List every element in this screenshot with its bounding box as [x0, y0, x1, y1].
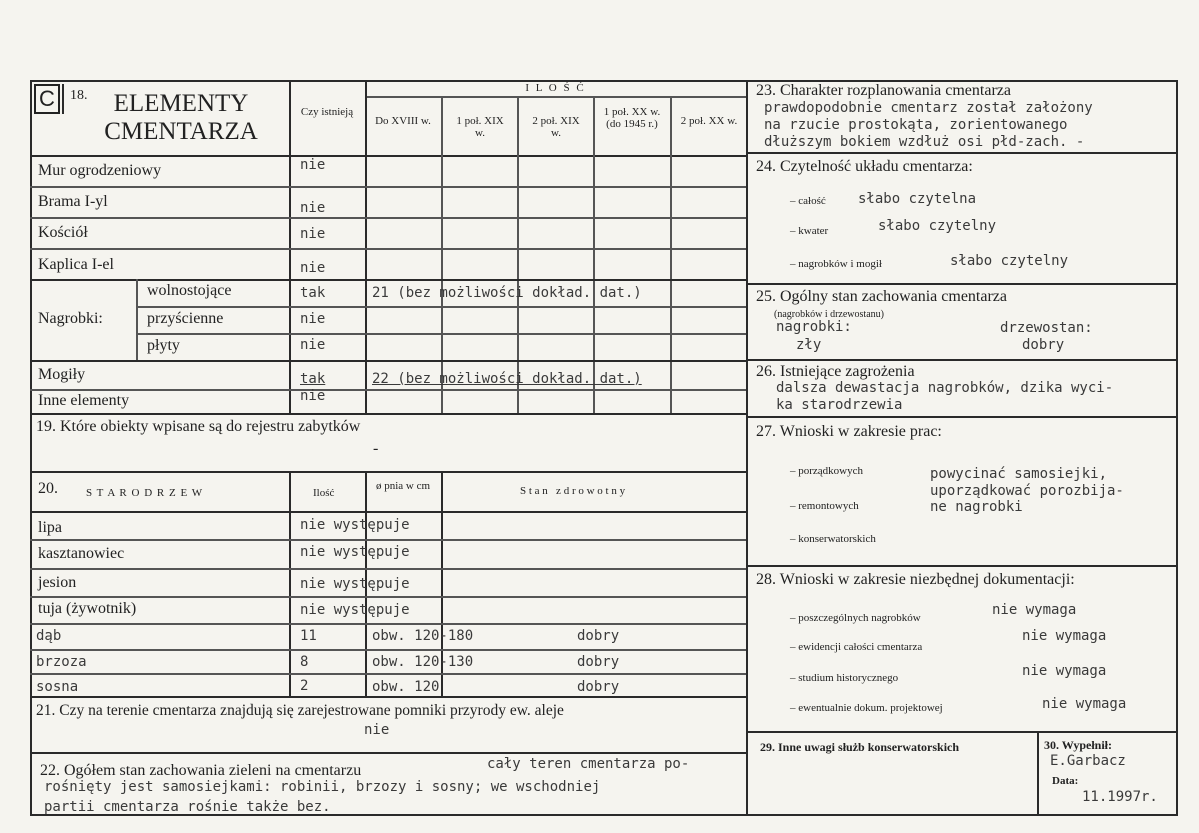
przyscienne-value: nie: [300, 311, 326, 327]
kosciol-value: nie: [300, 226, 326, 242]
section-letter-box: [34, 84, 60, 114]
s20-col-ilosc: Ilość: [313, 487, 335, 499]
s30-label: 30. Wypełnił:: [1044, 738, 1113, 752]
title-line-2: CMENTARZA: [104, 118, 258, 145]
inne-label: Inne elementy: [38, 392, 130, 409]
s22-line3: partii cmentarza rośnie także bez.: [44, 799, 331, 815]
s27-a-label: – porządkowych: [790, 465, 864, 477]
s30-name: E.Garbacz: [1050, 753, 1126, 769]
s30-data-label: Data:: [1052, 775, 1079, 787]
mur-label: Mur ogrodzeniowy: [38, 162, 162, 179]
s19-value: -: [373, 440, 379, 457]
s27-line3: ne nagrobki: [930, 499, 1023, 515]
s26-label: 26. Istniejące zagrożenia: [756, 363, 915, 380]
col-2pol-xix: 2 poł. XIX w.: [532, 115, 580, 139]
s28-d-value: nie wymaga: [1042, 696, 1127, 712]
s27-line1: powycinać samosiejki,: [930, 466, 1108, 482]
s28-b-label: – ewidencji całości cmentarza: [790, 641, 923, 653]
mogily-note: 22 (bez możliwości dokład. dat.): [372, 371, 642, 387]
s24-a-value: słabo czytelna: [858, 191, 977, 207]
plyty-value: nie: [300, 337, 326, 353]
tree-sosna-pnia: obw. 120: [372, 679, 440, 695]
s20-col-stan: S t a n z d r o w o t n y: [520, 485, 626, 497]
s28-b-value: nie wymaga: [1022, 628, 1107, 644]
wolnostojace-note: 21 (bez możliwości dokład. dat.): [372, 285, 642, 301]
s28-label: 28. Wnioski w zakresie niezbędnej dokumentacji:: [756, 571, 1075, 588]
czy-istnieja-header: Czy istnieją: [300, 106, 354, 118]
title-line-1: ELEMENTY: [113, 90, 249, 117]
s28-a-label: – poszczególnych nagrobków: [790, 612, 921, 624]
s26-line2: ka starodrzewia: [776, 397, 903, 413]
s19-label: 19. Które obiekty wpisane są do rejestru zabytków: [36, 418, 361, 435]
s27-label: 27. Wnioski w zakresie prac:: [756, 423, 942, 440]
s25-sub: (nagrobków i drzewostanu): [774, 309, 884, 320]
s27-c-label: – konserwatorskich: [790, 533, 876, 545]
plyty-label: płyty: [147, 337, 180, 354]
tree-sosna-stan: dobry: [577, 679, 620, 695]
tree-brzoza-value: 8: [300, 654, 309, 670]
ilosc-header: I L O Ś Ć: [525, 82, 586, 94]
s22-line2: rośnięty jest samosiejkami: robinii, brzozy i sosny; we wschodniej: [44, 779, 601, 795]
brama-label: Brama I-yl: [38, 193, 108, 210]
s24-label: 24. Czytelność układu cmentarza:: [756, 158, 973, 175]
s25-nagrobki-value: zły: [796, 337, 822, 353]
mogily-value: tak: [300, 371, 326, 387]
s20-col-pnia: ø pnia w cm: [375, 480, 431, 492]
section-18-number: 18.: [70, 88, 88, 103]
s24-b-label: – kwater: [790, 225, 829, 237]
tree-brzoza: brzoza: [36, 654, 87, 670]
tree-jesion-value: nie występuje: [300, 576, 410, 592]
s22-line1: cały teren cmentarza po-: [487, 756, 690, 772]
tree-brzoza-pnia: obw. 120-130: [372, 654, 474, 670]
col-2pol-xx: 2 poł. XX w.: [680, 115, 738, 127]
s25-drzewostan-value: dobry: [1022, 337, 1065, 353]
brama-value: nie: [300, 200, 326, 216]
tree-sosna: sosna: [36, 679, 79, 695]
s28-c-label: – studium historycznego: [790, 672, 899, 684]
tree-lipa: lipa: [38, 519, 62, 536]
inne-value: nie: [300, 388, 326, 404]
s23-line2: na rzucie prostokąta, zorientowanego: [764, 117, 1068, 133]
s28-c-value: nie wymaga: [1022, 663, 1107, 679]
s23-label: 23. Charakter rozplanowania cmentarza: [756, 82, 1011, 99]
s25-nagrobki-label: nagrobki:: [776, 319, 852, 335]
s21-value: nie: [364, 722, 390, 738]
tree-kasztanowiec: kasztanowiec: [38, 545, 125, 562]
s27-b-label: – remontowych: [790, 500, 859, 512]
mogily-label: Mogiły: [38, 366, 86, 383]
przyscienne-label: przyścienne: [147, 310, 224, 327]
tree-tuja: tuja (żywotnik): [38, 600, 137, 617]
s24-c-value: słabo czytelny: [950, 253, 1069, 269]
kaplica-label: Kaplica I-el: [38, 256, 114, 273]
tree-sosna-value: 2: [300, 678, 309, 694]
s24-c-label: – nagrobków i mogił: [790, 258, 882, 270]
s25-drzewostan-label: drzewostan:: [1000, 320, 1093, 336]
s26-line1: dalsza dewastacja nagrobków, dzika wyci-: [776, 380, 1114, 396]
tree-lipa-value: nie występuje: [300, 517, 410, 533]
tree-dab: dąb: [36, 628, 62, 644]
tree-dab-pnia: obw. 120-180: [372, 628, 474, 644]
tree-brzoza-stan: dobry: [577, 654, 620, 670]
kaplica-value: nie: [300, 260, 326, 276]
s24-a-label: – całość: [790, 195, 826, 207]
nagrobki-label: Nagrobki:: [38, 310, 103, 327]
kosciol-label: Kościół: [38, 224, 88, 241]
tree-kasztanowiec-value: nie występuje: [300, 544, 410, 560]
s28-a-value: nie wymaga: [992, 602, 1077, 618]
section-18-title: [86, 90, 276, 146]
section-letter: C: [39, 86, 55, 111]
s29-label: 29. Inne uwagi służb konserwatorskich: [760, 740, 960, 754]
tree-jesion: jesion: [38, 574, 77, 591]
wolnostojace-label: wolnostojące: [147, 282, 232, 299]
s23-line1: prawdopodobnie cmentarz został założony: [764, 100, 1093, 116]
s27-line2: uporządkować porozbija-: [930, 483, 1124, 499]
s21-label: 21. Czy na terenie cmentarza znajdują się zarejestrowane pomniki przyrody ew. aleje: [36, 702, 564, 719]
tree-tuja-value: nie występuje: [300, 602, 410, 618]
s20-title: S T A R O D R Z E W: [86, 487, 204, 499]
s22-label: 22. Ogółem stan zachowania zieleni na cmentarzu: [40, 762, 362, 779]
tree-dab-value: 11: [300, 628, 317, 644]
s20-number: 20.: [38, 480, 58, 497]
s23-line3: dłuższym bokiem wzdłuż osi płd-zach. -: [764, 134, 1085, 150]
s28-d-label: – ewentualnie dokum. projektowej: [790, 702, 943, 714]
wolnostojace-value: tak: [300, 285, 326, 301]
col-1pol-xix: 1 poł. XIX w.: [456, 115, 504, 139]
tree-dab-stan: dobry: [577, 628, 620, 644]
s24-b-value: słabo czytelny: [878, 218, 997, 234]
s30-data-value: 11.1997r.: [1082, 789, 1158, 805]
s25-label: 25. Ogólny stan zachowania cmentarza: [756, 288, 1008, 305]
col-xviii: Do XVIII w.: [375, 115, 431, 127]
col-1pol-xx: 1 poł. XX w. (do 1945 r.): [603, 106, 661, 130]
mur-value: nie: [300, 157, 326, 173]
